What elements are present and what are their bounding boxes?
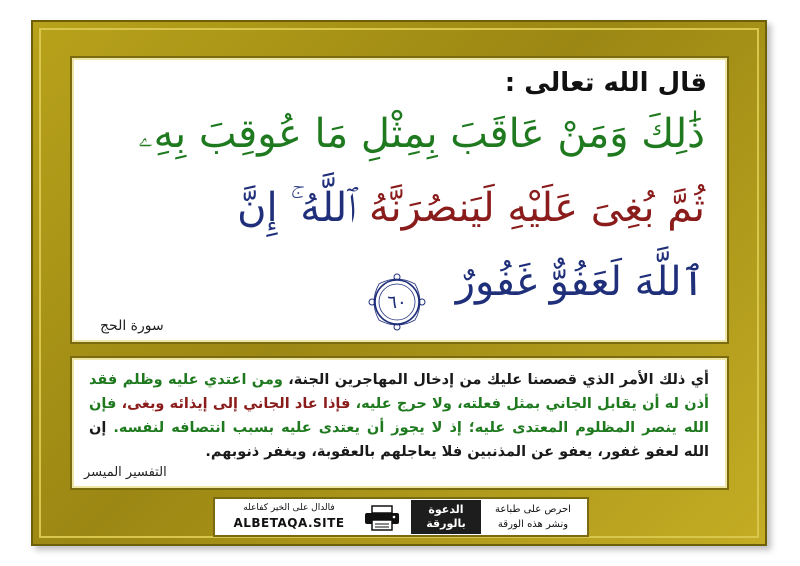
verse-intro: قال الله تعالى : (504, 68, 707, 98)
verse-line-1: ذَٰلِكَ وَمَنْ عَاقَبَ بِمِثْلِ مَا عُوقِبَ بِهِۦ (138, 111, 705, 157)
footer-site-block (219, 501, 359, 531)
logo-line-1: الدعوة (428, 503, 464, 516)
verse-line-2-part-b: ٱللَّهُ ۚ إِنَّ (237, 185, 357, 231)
cta-line-1: احرص على طباعة (495, 504, 571, 515)
tafsir-panel (70, 356, 729, 490)
footer-banner (213, 497, 589, 537)
verse-line-2 (237, 184, 705, 232)
footer-site-link[interactable]: ALBETAQA.SITE (233, 516, 345, 530)
printer-icon (362, 505, 402, 531)
verse-line-3: ٱللَّهَ لَعَفُوٌّ غَفُورٌ (455, 259, 705, 305)
footer-call-to-action (483, 502, 583, 532)
tafsir-part-3: فإذا عاد الجاني إلى إيذائه وبغى، (121, 396, 356, 412)
verse-line-2-part-a: ثُمَّ بُغِىَ عَلَيْهِ لَيَنصُرَنَّهُ (369, 185, 705, 231)
ayah-end-ornament-icon (367, 272, 427, 332)
dawah-logo (411, 500, 481, 534)
tafsir-part-4: فإن الله ينصر المظلوم المعتدى عليه؛ إذ لا يجوز أن يعتدى عليه بسبب انتصافه لنفسه. (89, 396, 709, 436)
tafsir-part-5: إن الله لعفو غفور، يعفو عن المذنبين فلا يعاجلهم بالعقوبة، ويغفر ذنوبهم. (89, 420, 709, 460)
footer-slogan: فالدال على الخير كفاعله (243, 503, 335, 513)
tafsir-source: التفسير الميسر (84, 465, 167, 480)
tafsir-part-1: أي ذلك الأمر الذي قصصنا عليك من إدخال المهاجرين الجنة، (288, 372, 709, 388)
ayah-number: ٦٠ (387, 291, 407, 313)
cta-line-2: ونشر هذه الورقة (497, 519, 569, 530)
verse-panel (70, 56, 729, 344)
tafsir-part-2: ومن اعتدي عليه وظلم فقد أذن له أن يقابل الجاني بمثل فعلته، ولا حرج عليه، (89, 372, 709, 412)
surah-name: سورة الحج (100, 318, 164, 334)
tafsir-text (89, 368, 709, 464)
logo-line-2: بالورقة (426, 517, 466, 530)
